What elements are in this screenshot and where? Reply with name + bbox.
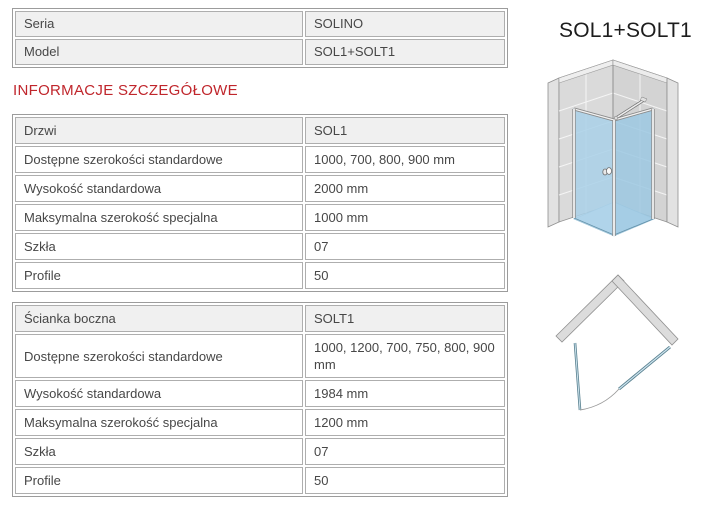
spec-value-cell: SOLINO bbox=[305, 11, 505, 37]
spec-label-cell: Dostępne szerokości standardowe bbox=[15, 146, 303, 173]
plan-door-swing bbox=[575, 343, 619, 410]
spec-value-cell: 1000 mm bbox=[305, 204, 505, 231]
spec-value-cell: 50 bbox=[305, 467, 505, 494]
model-title: SOL1+SOLT1 bbox=[559, 19, 692, 42]
glass-side-panel bbox=[614, 109, 653, 235]
table-row bbox=[15, 204, 505, 231]
table-row bbox=[15, 380, 505, 407]
spec-value-cell: 07 bbox=[305, 233, 505, 260]
table-header-row bbox=[15, 305, 505, 332]
spec-value-cell: SOLT1 bbox=[305, 305, 505, 332]
spec-label-cell: Profile bbox=[15, 467, 303, 494]
spec-value-cell: 07 bbox=[305, 438, 505, 465]
spec-label-cell: Szkła bbox=[15, 438, 303, 465]
table-row bbox=[15, 146, 505, 173]
plan-walls bbox=[556, 275, 678, 345]
spec-label-cell: Seria bbox=[15, 11, 303, 37]
table-row bbox=[15, 233, 505, 260]
shower-3d-diagram bbox=[540, 55, 725, 255]
spec-label-cell: Maksymalna szerokość specjalna bbox=[15, 409, 303, 436]
spec-label-cell: Maksymalna szerokość specjalna bbox=[15, 204, 303, 231]
spec-value-cell: 50 bbox=[305, 262, 505, 289]
table-header-row bbox=[15, 117, 505, 144]
shower-plan-diagram bbox=[548, 268, 688, 418]
spec-value-cell: 1000, 1200, 700, 750, 800, 900 mm bbox=[305, 334, 505, 378]
spec-value-cell: 1984 mm bbox=[305, 380, 505, 407]
spec-label-cell: Ścianka boczna bbox=[15, 305, 303, 332]
spec-value-cell: SOL1 bbox=[305, 117, 505, 144]
table-row bbox=[15, 11, 505, 37]
spec-label-cell: Dostępne szerokości standardowe bbox=[15, 334, 303, 378]
table-row bbox=[15, 438, 505, 465]
spec-label-cell: Wysokość standardowa bbox=[15, 175, 303, 202]
table-row bbox=[15, 409, 505, 436]
table-row bbox=[15, 467, 505, 494]
section-heading: INFORMACJE SZCZEGÓŁOWE bbox=[13, 82, 238, 99]
spec-label-cell: Drzwi bbox=[15, 117, 303, 144]
spec-value-cell: 2000 mm bbox=[305, 175, 505, 202]
table-row bbox=[15, 334, 505, 378]
spec-label-cell: Wysokość standardowa bbox=[15, 380, 303, 407]
plan-side-panel bbox=[619, 347, 670, 389]
spec-value-cell: 1200 mm bbox=[305, 409, 505, 436]
table-row bbox=[15, 39, 505, 65]
spec-value-cell: 1000, 700, 800, 900 mm bbox=[305, 146, 505, 173]
spec-label-cell: Model bbox=[15, 39, 303, 65]
door-spec-table bbox=[12, 114, 508, 292]
table-row bbox=[15, 175, 505, 202]
summary-table bbox=[12, 8, 508, 68]
spec-value-cell: SOL1+SOLT1 bbox=[305, 39, 505, 65]
spec-label-cell: Szkła bbox=[15, 233, 303, 260]
spec-label-cell: Profile bbox=[15, 262, 303, 289]
side-panel-spec-table bbox=[12, 302, 508, 497]
table-row bbox=[15, 262, 505, 289]
